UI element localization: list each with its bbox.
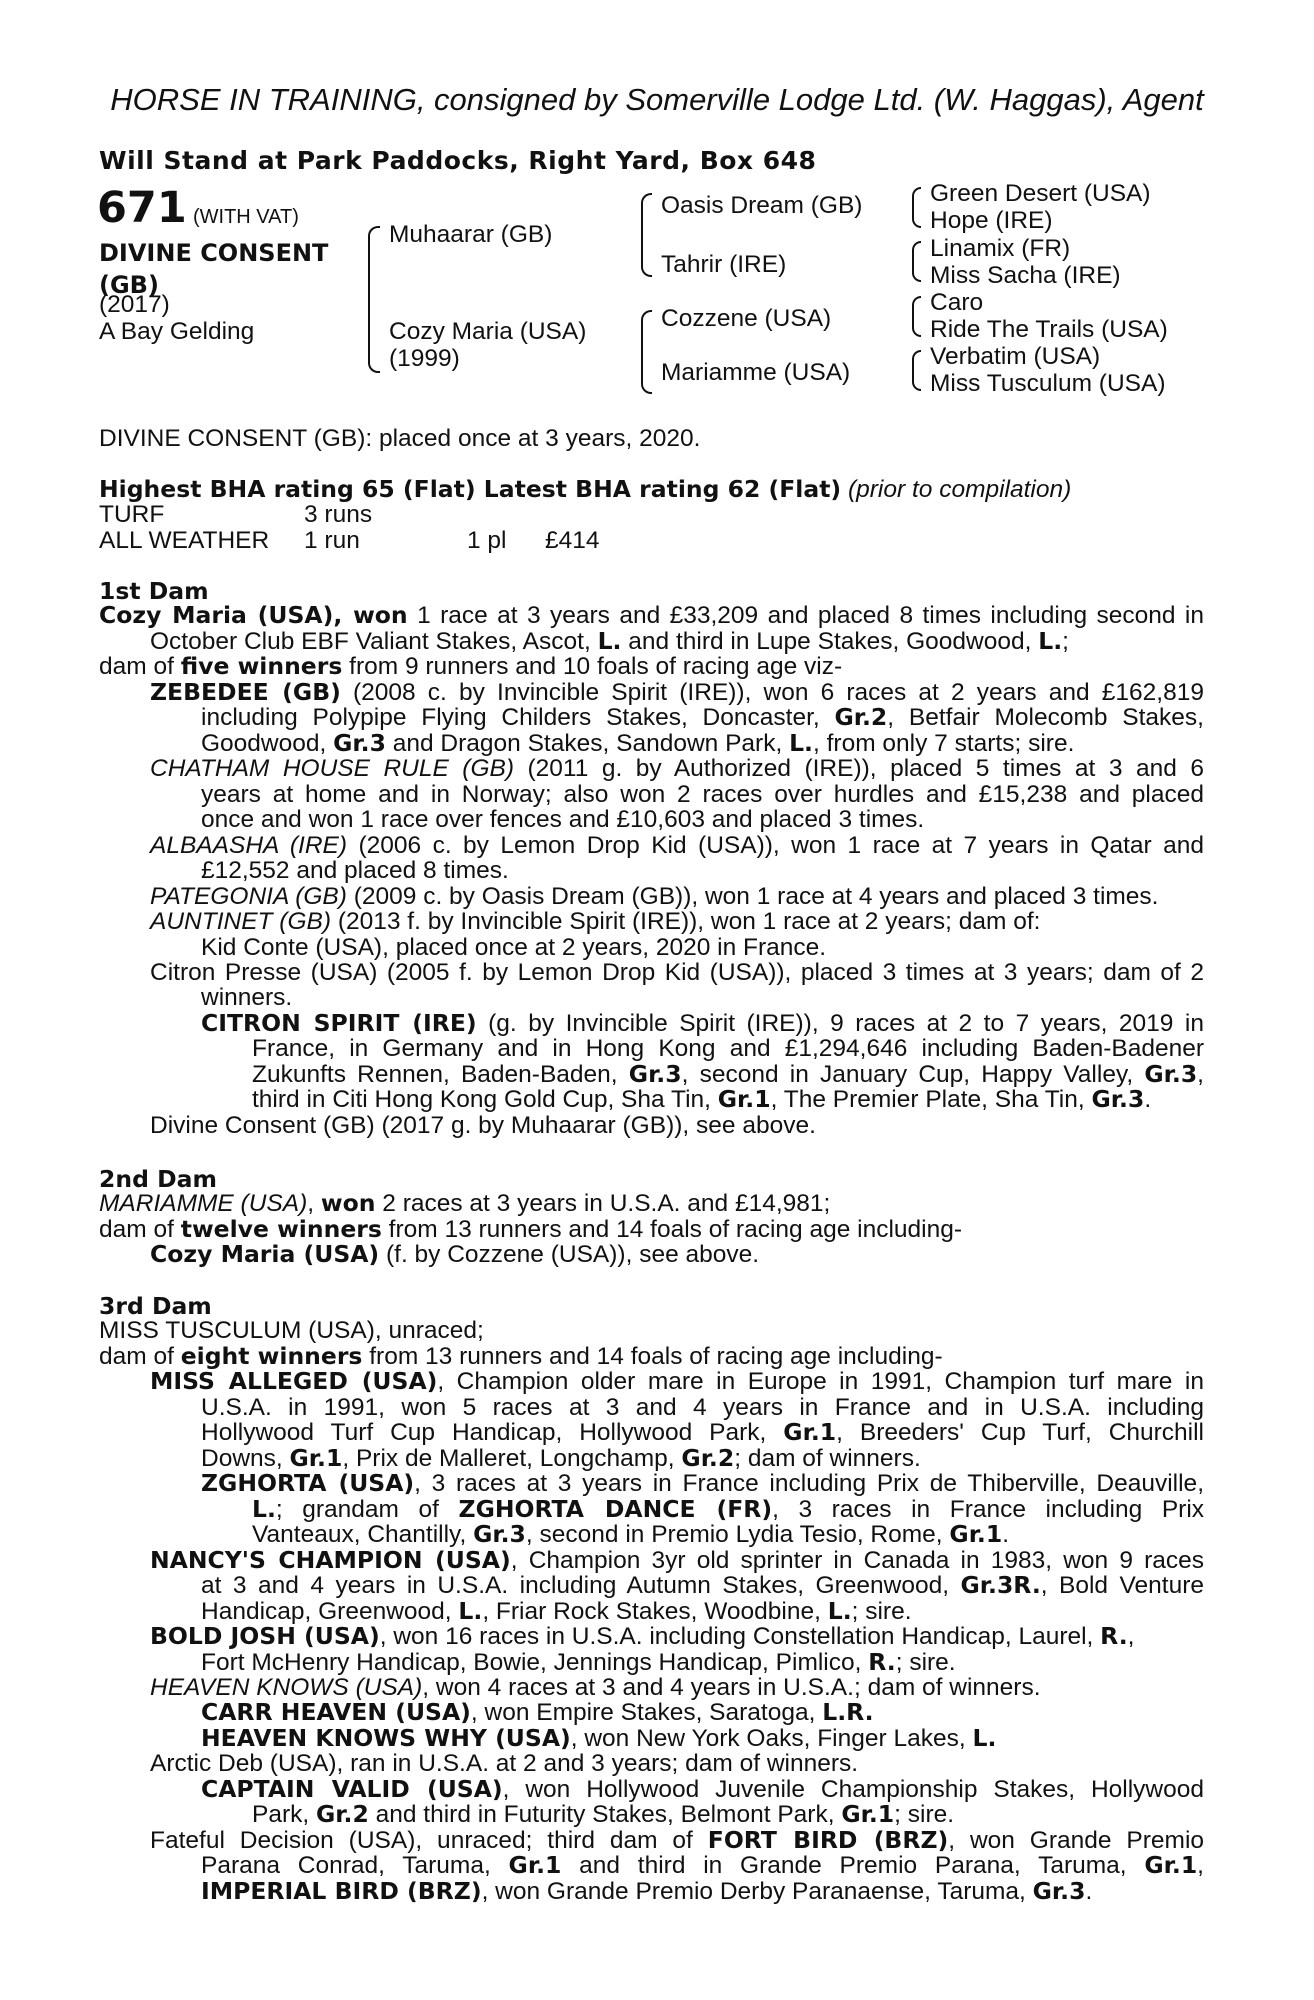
first-dam-section: 1st Dam Cozy Maria (USA), won 1 race at 3 years and £33,209 and placed 8 times including second in October Club EBF Valiant Stakes, Ascot, L. and third in Lupe Stakes, Goodwood, L.; dam of five winners from 9 runners and 10 foals of racing age viz- ZEBEDEE (GB) (2008 c. by Invincible Spirit (IRE)), won 6 races at 2 years and £162,819 including Polypipe Flying Childers Stakes, Doncaster, Gr.2, Betfair Molecomb Stakes, Goodwood, Gr.3 and Dragon Stakes, Sandown Park, L., from only 7 starts; sire. CHATHAM HOUSE RULE (GB) (2011 g. by Authorized (IRE)), placed 5 times at 3 and 6 years at home and in Norway; also won 2 races over hurdles and £15,238 and placed once and won 1 race over fences and £10,603 and placed 3 times. ALBAASHA (IRE) (2006 c. by Lemon Drop Kid (USA)), won 1 race at 7 years in Qatar and £12,552 and placed 8 times. PATEGONIA (GB) (2009 c. by Oasis Dream (GB)), won 1 race at 4 years and placed 3 times. AUNTINET (GB) (2013 f. by Invincible Spirit (IRE)), won 1 race at 2 years; dam of: Kid Conte (USA), placed once at 2 years, 2020 in France. Citron Presse (USA) (2005 f. by Lemon Drop Kid (USA)), placed 3 times at 3 years; dam of 2 winners. CITRON SPIRIT (IRE) (g. by Invincible Spirit (IRE)), 9 races at 2 to 7 years, 2019 in France, in Germany and in Hong Kong and £1,294,646 including Baden-Badener Zukunfts Rennen, Baden-Baden, Gr.3, second in January Cup, Happy Valley, Gr.3, third in Citi Hong Kong Gold Cup, Sha Tin, Gr.1, The Premier Plate, Sha Tin, Gr.3. Divine Consent (GB) (2017 g. by Muhaarar (GB)), see above. (99, 577, 1204, 1139)
sire-sire: Oasis Dream (GB) (661, 192, 863, 219)
lot-number: 671 (97, 183, 187, 233)
gen3-miss-tusculum: Miss Tusculum (USA) (930, 370, 1166, 397)
gen3-caro: Caro (930, 289, 984, 316)
horse-description: A Bay Gelding (99, 318, 255, 345)
dam-year: (1999) (389, 345, 460, 372)
gen3-hope: Hope (IRE) (930, 207, 1053, 234)
progeny-captain-valid: CAPTAIN VALID (USA), won Hollywood Juvenile Championship Stakes, Hollywood (201, 1774, 1204, 1803)
brace-g3-1 (912, 187, 921, 228)
progeny-divine-consent: Divine Consent (GB) (2017 g. by Muhaarar (GB)), see above. (150, 1111, 816, 1139)
progeny-carr-heaven: CARR HEAVEN (USA), won Empire Stakes, Saratoga, L.R. (201, 1698, 874, 1727)
page-title: HORSE IN TRAINING, consigned by Somerville Lodge Ltd. (W. Haggas), Agent (110, 82, 1204, 117)
brace-g3-4 (912, 350, 921, 391)
gen3-ride-the-trails: Ride The Trails (USA) (930, 316, 1168, 343)
brace-dam (641, 310, 652, 394)
sire-dam: Tahrir (IRE) (661, 251, 787, 278)
progeny-albaasha: ALBAASHA (IRE) (2006 c. by Lemon Drop Kid (USA)), won 1 race at 7 years in Qatar and (150, 831, 1204, 859)
progeny-heaven-knows-why: HEAVEN KNOWS WHY (USA), won New York Oaks, Finger Lakes, L. (201, 1723, 997, 1752)
progeny-chatham-house-rule: CHATHAM HOUSE RULE (GB) (2011 g. by Authorized (IRE)), placed 5 times at 3 and 6 (150, 755, 1204, 783)
bha-rating: Highest BHA rating 65 (Flat) Latest BHA rating 62 (Flat) (prior to compilation) (99, 475, 1072, 503)
sire: Muhaarar (GB) (389, 221, 553, 248)
progeny-citron-spirit: CITRON SPIRIT (IRE) (g. by Invincible Spirit (IRE)), 9 races at 2 to 7 years, 2019 in (201, 1008, 1204, 1037)
progeny-zebedee: ZEBEDEE (GB) (2008 c. by Invincible Spirit (IRE)), won 6 races at 2 years and £162,819 (150, 677, 1204, 706)
section-heading: 2nd Dam (99, 1165, 217, 1193)
progeny-nancys-champion: NANCY'S CHAMPION (USA), Champion 3yr old sprinter in Canada in 1983, won 9 races (150, 1545, 1205, 1574)
progeny-arctic-deb: Arctic Deb (USA), ran in U.S.A. at 2 and 3 years; dam of winners. (150, 1750, 859, 1778)
section-heading: 3rd Dam (99, 1292, 212, 1320)
progeny-pategonia: PATEGONIA (GB) (2009 c. by Oasis Dream (GB)), won 1 race at 4 years and placed 3 times. (150, 882, 1159, 910)
second-dam-section: 2nd Dam MARIAMME (USA), won 2 races at 3 years in U.S.A. and £14,981; dam of twelve winners from 13 runners and 14 foals of racing age including- Cozy Maria (USA) (f. by Cozzene (USA)), see above. (99, 1167, 1204, 1268)
progeny-fateful-decision: Fateful Decision (USA), unraced; third dam of FORT BIRD (BRZ), won Grande Premio (150, 1825, 1205, 1854)
dam-sire: Cozzene (USA) (661, 305, 832, 332)
gen3-miss-sacha: Miss Sacha (IRE) (930, 262, 1121, 289)
turf-record: TURF 3 runs (99, 501, 373, 529)
third-dam-section: 3rd Dam MISS TUSCULUM (USA), unraced; dam of eight winners from 13 runners and 14 foals of racing age including- MISS ALLEGED (USA), Champion older mare in Europe in 1991, Champion turf mare in U.S.A. in 1991, won 5 races at 3 and 4 years in France and in U.S.A. including Hollywood Turf Cup Handicap, Hollywood Park, Gr.1, Breeders' Cup Turf, Churchill Downs, Gr.1, Prix de Malleret, Longchamp, Gr.2; dam of winners. ZGHORTA (USA), 3 races at 3 years in France including Prix de Thiberville, Deauville, L.; grandam of ZGHORTA DANCE (FR), 3 races in France including Prix Vanteaux, Chantilly, Gr.3, second in Premio Lydia Tesio, Rome, Gr.1. NANCY'S CHAMPION (USA), Champion 3yr old sprinter in Canada in 1983, won 9 races at 3 and 4 years in U.S.A. including Autumn Stakes, Greenwood, Gr.3R., Bold Venture Handicap, Greenwood, L., Friar Rock Stakes, Woodbine, L.; sire. BOLD JOSH (USA), won 16 races in U.S.A. including Constellation Handicap, Laurel, R., Fort McHenry Handicap, Bowie, Jennings Handicap, Pimlico, R.; sire. HEAVEN KNOWS (USA), won 4 races at 3 and 4 years in U.S.A.; dam of winners. CARR HEAVEN (USA), won Empire Stakes, Saratoga, L.R. HEAVEN KNOWS WHY (USA), won New York Oaks, Finger Lakes, L. Arctic Deb (USA), ran in U.S.A. at 2 and 3 years; dam of winners. CAPTAIN VALID (USA), won Hollywood Juvenile Championship Stakes, Hollywood Park, Gr.2 and third in Futurity Stakes, Belmont Park, Gr.1; sire. Fateful Decision (USA), unraced; third dam of FORT BIRD (BRZ), won Grande Premio Parana Conrad, Taruma, Gr.1 and third in Grande Premio Parana, Taruma, Gr.1, IMPERIAL BIRD (BRZ), won Grande Premio Derby Paranaense, Taruma, Gr.3. (99, 1292, 1205, 1905)
brace-g3-3 (912, 296, 921, 337)
gen3-green-desert: Green Desert (USA) (930, 180, 1151, 207)
race-summary: DIVINE CONSENT (GB): placed once at 3 years, 2020. (99, 425, 701, 452)
progeny-miss-alleged: MISS ALLEGED (USA), Champion older mare in Europe in 1991, Champion turf mare in (150, 1367, 1204, 1396)
section-heading: 1st Dam (99, 577, 209, 605)
progeny-citron-presse: Citron Presse (USA) (2005 f. by Lemon Drop Kid (USA)), placed 3 times at 3 years; dam of 2 (150, 959, 1204, 986)
stand-location: Will Stand at Park Paddocks, Right Yard, Box 648 (99, 146, 817, 175)
all-weather-record: ALL WEATHER 1 run 1 pl £414 (99, 526, 600, 554)
progeny-zghorta: ZGHORTA (USA), 3 races at 3 years in France including Prix de Thiberville, Deauville, (201, 1469, 1204, 1498)
dam: Cozy Maria (USA) (389, 318, 587, 345)
brace-g3-2 (912, 241, 921, 282)
brace-sire (641, 193, 652, 277)
brace-gen1 (368, 226, 380, 373)
horse-name: DIVINE CONSENT (GB) (99, 239, 329, 299)
vat-note: (WITH VAT) (193, 206, 299, 228)
progeny-heaven-knows: HEAVEN KNOWS (USA), won 4 races at 3 and 4 years in U.S.A.; dam of winners. (150, 1674, 1041, 1701)
progeny-bold-josh: BOLD JOSH (USA), won 16 races in U.S.A. including Constellation Handicap, Laurel, R., (150, 1622, 1135, 1651)
progeny-auntinet: AUNTINET (GB) (2013 f. by Invincible Spirit (IRE)), won 1 race at 2 years; dam of: (150, 908, 1041, 936)
horse-year: (2017) (99, 291, 170, 318)
gen3-linamix: Linamix (FR) (930, 235, 1071, 262)
dam-dam: Mariamme (USA) (661, 359, 851, 386)
rating-block (99, 477, 1204, 553)
gen3-verbatim: Verbatim (USA) (930, 343, 1101, 370)
